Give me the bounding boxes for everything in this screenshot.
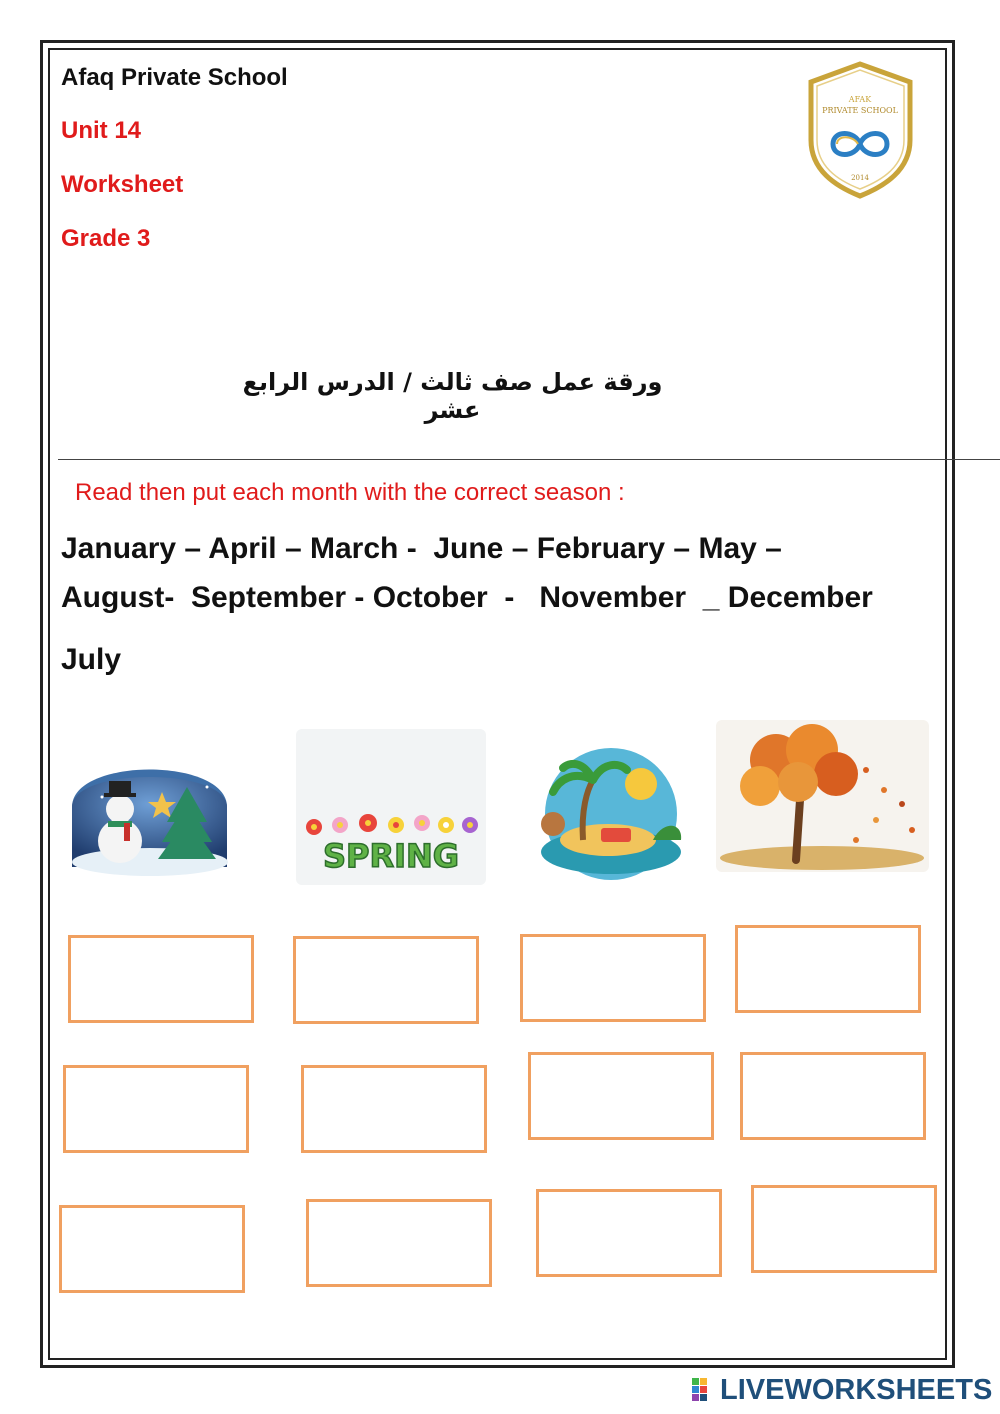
logo-text-line2: PRIVATE SCHOOL [822,106,898,115]
logo-year: 2014 [851,174,869,182]
unit-label: Unit 14 [61,117,142,144]
answer-box-autumn-2[interactable] [740,1052,926,1140]
liveworksheets-logo-icon [692,1378,716,1402]
page-frame-inner [48,48,947,1360]
answer-box-summer-1[interactable] [520,934,706,1022]
liveworksheets-footer [690,1372,993,1408]
answer-box-autumn-3[interactable] [751,1185,937,1273]
answer-box-summer-2[interactable] [528,1052,714,1140]
spring-flowers-icon [296,729,486,885]
months-line-3: July [61,643,122,676]
snowman-globe-icon [62,737,237,877]
months-line-2: August- September - October - November _ December [61,581,873,614]
autumn-picture [716,720,929,872]
spring-picture [296,729,486,885]
months-line-1: January – April – March - June – February – May – [61,532,782,565]
answer-box-winter-3[interactable] [59,1205,245,1293]
school-logo [803,60,918,200]
grade-label: Grade 3 [61,225,151,252]
answer-box-summer-3[interactable] [536,1189,722,1277]
summer-island-icon [523,740,698,880]
liveworksheets-brand: LIVEWORKSHEETS [720,1374,993,1406]
arabic-title: ورقة عمل صف ثالث / الدرس الرابع عشر [242,368,663,424]
autumn-tree-icon [716,720,929,872]
summer-picture [523,740,698,880]
spring-word: SPRING [322,837,460,875]
instruction-text: Read then put each month with the correct season : [75,479,625,506]
answer-box-autumn-1[interactable] [735,925,921,1013]
winter-picture [62,737,237,877]
school-name: Afaq Private School [61,64,288,91]
answer-box-spring-3[interactable] [306,1199,492,1287]
answer-box-winter-2[interactable] [63,1065,249,1153]
header-divider [58,459,1000,460]
logo-text-line1: AFAK [848,95,872,104]
answer-box-winter-1[interactable] [68,935,254,1023]
worksheet-label: Worksheet [61,171,184,198]
answer-box-spring-1[interactable] [293,936,479,1024]
answer-box-spring-2[interactable] [301,1065,487,1153]
